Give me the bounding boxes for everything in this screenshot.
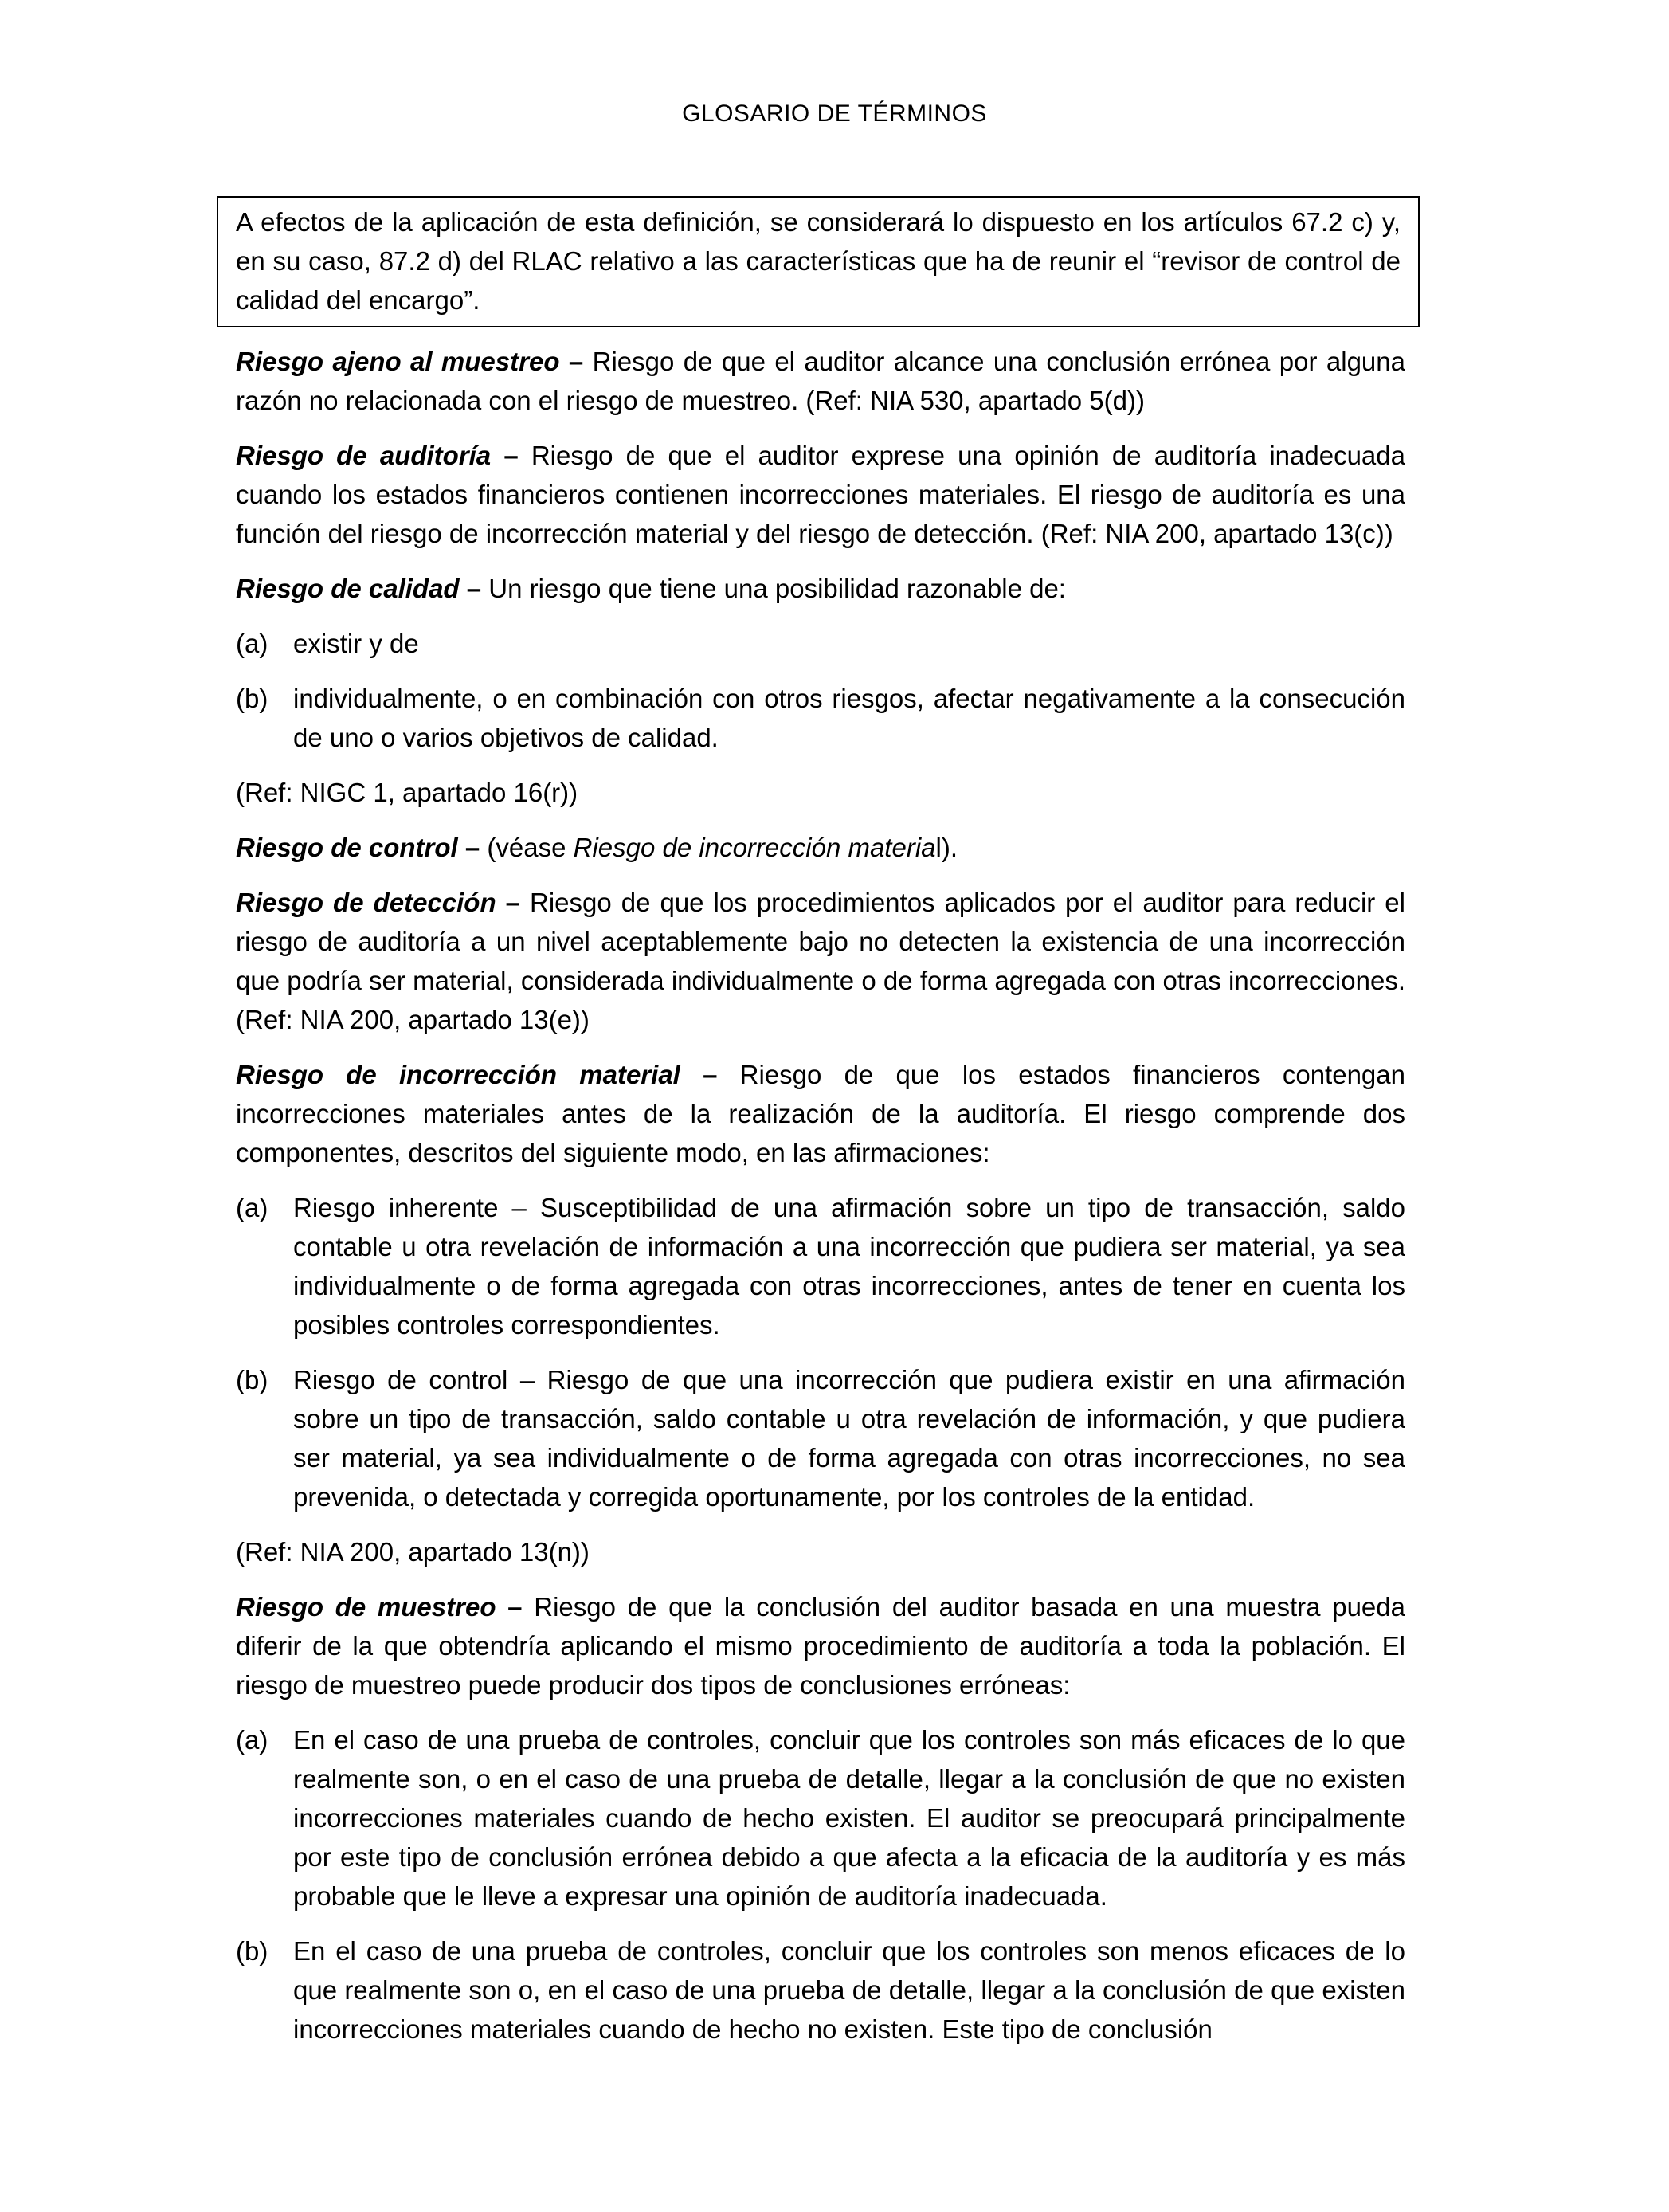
entry-riesgo-ajeno-al-muestreo xyxy=(236,342,1405,420)
glossary-content xyxy=(236,196,1405,2065)
term-title: Riesgo de muestreo xyxy=(236,1592,496,1622)
list-item xyxy=(236,1360,1405,1516)
entry-riesgo-de-control xyxy=(236,828,1405,867)
term-title: Riesgo de auditoría xyxy=(236,441,492,470)
list-text: Riesgo inherente – Susceptibilidad de una afirmación sobre un tipo de transacción, saldo contable u otra revelación de información a una incorrección que pudiera ser material, ya sea individualmente o de forma agregada con otras incorrecciones, antes de tener en cuenta los posibles controles correspondientes. xyxy=(293,1193,1405,1339)
entry-riesgo-de-muestreo xyxy=(236,1587,1405,1704)
term-definition: Riesgo de que el auditor alcance una conclusión errónea por alguna razón no relacionada con el riesgo de muestreo. (Ref: NIA 530, apartado 5(d)) xyxy=(236,347,1405,415)
list-item xyxy=(236,1720,1405,1916)
term-dash: – xyxy=(559,347,593,376)
term-dash: – xyxy=(491,441,531,470)
entry-riesgo-de-incorreccion-material xyxy=(236,1055,1405,1172)
page-header: GLOSARIO DE TÉRMINOS xyxy=(682,100,987,127)
list-item xyxy=(236,679,1405,757)
term-definition-pre: (véase xyxy=(487,833,574,862)
list-item xyxy=(236,1188,1405,1344)
list-marker: (b) xyxy=(236,684,268,713)
entry-riesgo-de-auditoria xyxy=(236,436,1405,553)
list-text: En el caso de una prueba de controles, concluir que los controles son menos eficaces de lo que realmente son o, en el caso de una prueba de detalle, llegar a la conclusión de que existen incorrecciones materiales cuando de hecho no existen. Este tipo de conclusión xyxy=(293,1936,1405,2044)
term-definition: Riesgo de que los procedimientos aplicados por el auditor para reducir el riesgo de auditoría a un nivel aceptablemente bajo no detecten la existencia de una incorrección que podría ser material, considerada individualmente o de forma agregada con otras incorrecciones. (Ref: NIA 200, apartado 13(e)) xyxy=(236,888,1405,1034)
list-text: Riesgo de control – Riesgo de que una incorrección que pudiera existir en una afirmación sobre un tipo de transacción, saldo contable u otra revelación de información, y que pudiera ser material, ya sea individualmente o de forma agregada con otras incorrecciones, no sea prevenida, o detectada y corregida oportunamente, por los controles de la entidad. xyxy=(293,1365,1405,1512)
term-dash: – xyxy=(457,833,488,862)
list-marker: (b) xyxy=(236,1936,268,1966)
term-definition: Riesgo de que el auditor exprese una opinión de auditoría inadecuada cuando los estados financieros contienen incorrecciones materiales. El riesgo de auditoría es una función del riesgo de incorrección material y del riesgo de detección. (Ref: NIA 200, apartado 13(c)) xyxy=(236,441,1405,548)
term-dash: – xyxy=(459,574,489,603)
list-marker: (a) xyxy=(236,629,268,658)
list-marker: (a) xyxy=(236,1725,268,1755)
list-text: En el caso de una prueba de controles, concluir que los controles son más eficaces de lo que realmente son, o en el caso de una prueba de detalle, llegar a la conclusión de que no existen incorrecciones materiales cuando de hecho existen. El auditor se preocupará principalmente por este tipo de conclusión errónea debido a que afecta a la eficacia de la auditoría y es más probable que le lleve a expresar una opinión de auditoría inadecuada. xyxy=(293,1725,1405,1911)
entry-riesgo-de-calidad xyxy=(236,569,1405,608)
term-definition: Riesgo de que los estados financieros contengan incorrecciones materiales antes de la realización de la auditoría. El riesgo comprende dos componentes, descritos del siguiente modo, en las afirmaciones: xyxy=(236,1060,1405,1167)
term-title: Riesgo ajeno al muestreo xyxy=(236,347,560,376)
cross-reference: Riesgo de incorrección materia xyxy=(573,833,936,862)
term-definition: Riesgo de que la conclusión del auditor basada en una muestra pueda diferir de la que obtendría aplicando el mismo procedimiento de auditoría a toda la población. El riesgo de muestreo puede producir dos tipos de conclusiones erróneas: xyxy=(236,1592,1405,1700)
term-dash: – xyxy=(496,888,531,917)
term-title: Riesgo de control xyxy=(236,833,458,862)
term-definition-post: l). xyxy=(935,833,958,862)
list-marker: (b) xyxy=(236,1365,268,1394)
term-title: Riesgo de incorrección material xyxy=(236,1060,680,1089)
reference: (Ref: NIA 200, apartado 13(n)) xyxy=(236,1537,590,1567)
list-text: individualmente, o en combinación con otros riesgos, afectar negativamente a la consecución de uno o varios objetivos de calidad. xyxy=(293,684,1405,752)
entry-riesgo-de-deteccion xyxy=(236,883,1405,1039)
list-item xyxy=(236,1932,1405,2049)
term-title: Riesgo de detección xyxy=(236,888,496,917)
reference: (Ref: NIGC 1, apartado 16(r)) xyxy=(236,778,578,807)
list-text: existir y de xyxy=(293,629,419,658)
term-dash: – xyxy=(496,1592,535,1622)
term-dash: – xyxy=(680,1060,740,1089)
term-title: Riesgo de calidad xyxy=(236,574,460,603)
term-definition: Un riesgo que tiene una posibilidad razonable de: xyxy=(488,574,1066,603)
list-marker: (a) xyxy=(236,1193,268,1222)
note-box: A efectos de la aplicación de esta definición, se considerará lo dispuesto en los artículos 67.2 c) y, en su caso, 87.2 d) del RLAC relativo a las características que ha de reunir el “revisor de control de calidad del encargo”. xyxy=(217,196,1420,327)
list-item xyxy=(236,624,1405,663)
